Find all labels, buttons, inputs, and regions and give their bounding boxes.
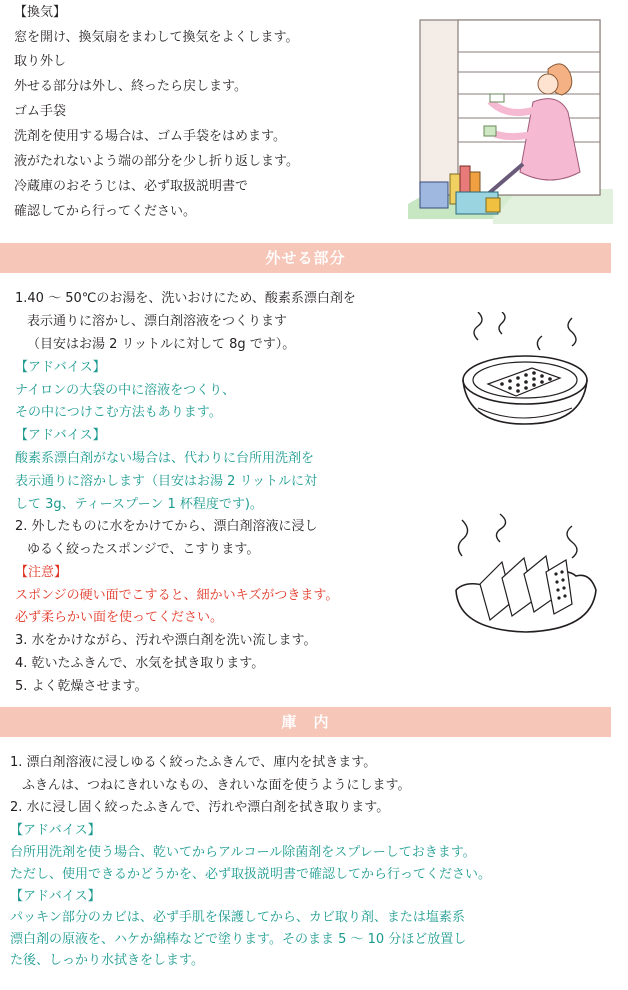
gloves-text-2: 液がたれないよう端の部分を少し折り返します。 [14,154,299,169]
section-title-removable: 外せる部分 [0,243,611,273]
removable-advice2-c: して 3g、ティースプーン 1 杯程度です)。 [15,497,263,512]
interior-advice2-a: パッキン部分のカビは、必ず手肌を保護してから、カビ取り剤、または塩素系 [10,910,465,925]
removable-step2-a: 2. 外したものに水をかけてから、漂白剤溶液に浸し [15,519,318,534]
removable-step4: 4. 乾いたふきんで、水気を拭き取ります。 [15,656,265,671]
removable-advice2-label: 【アドバイス】 [15,428,106,443]
interior-step1-b: ふきんは、つねにきれいなもの、きれいな面を使うようにします。 [22,778,411,793]
ventilation-text: 窓を開け、換気扇をまわして換気をよくします。 [14,30,299,45]
removable-step3: 3. 水をかけながら、汚れや漂白剤を洗い流します。 [15,633,317,648]
removable-advice1-a: ナイロンの大袋の中に溶液をつくり、 [15,383,236,398]
interior-advice1-label: 【アドバイス】 [10,823,101,838]
removable-advice2-b: 表示通りに溶かします（目安はお湯 2 リットルに対 [15,474,318,489]
interior-advice1-b: ただし、使用できるかどうかを、必ず取扱説明書で確認してから行ってください。 [10,867,492,882]
caution-label: 【注意】 [15,565,68,580]
removable-advice1-label: 【アドバイス】 [15,360,106,375]
interior-step1-a: 1. 漂白剤溶液に浸しゆるく絞ったふきんで、庫内を拭きます。 [10,755,377,770]
soaking-shelves-illustration [450,512,600,642]
removable-step1-c: （目安はお湯 2 リットルに対して 8g です）。 [27,337,296,352]
removable-step2-b: ゆるく絞ったスポンジで、こすります。 [27,542,260,557]
gloves-text-1: 洗剤を使用する場合は、ゴム手袋をはめます。 [14,129,286,144]
remove-text: 外せる部分は外し、終ったら戻します。 [14,79,247,94]
removable-advice2-a: 酸素系漂白剤がない場合は、代わりに台所用洗剤を [15,451,315,466]
removable-step1-b: 表示通りに溶かし、漂白剤溶液をつくります [27,314,288,329]
removable-step5: 5. よく乾燥させます。 [15,679,148,694]
interior-advice2-b: 漂白剤の原液を、ハケか綿棒などで塗ります。そのまま 5 ～ 10 分ほど放置し [10,932,467,947]
interior-step2: 2. 水に浸し固く絞ったふきんで、汚れや漂白剤を拭き取ります。 [10,800,390,815]
caution-text-b: 必ず柔らかい面を使ってください。 [15,610,224,625]
interior-advice1-a: 台所用洗剤を使う場合、乾いてからアルコール除菌剤をスプレーしておきます。 [10,845,476,860]
steaming-basin-illustration [460,312,590,437]
section-title-interior: 庫 内 [0,707,611,737]
removable-advice1-b: その中につけこむ方法もあります。 [15,405,222,420]
interior-advice2-c: た後、しっかり水拭きをします。 [10,953,204,968]
refrigerator-cleaning-illustration [398,14,613,229]
removable-step1-a: 1.40 ～ 50℃のお湯を、洗いおけにため、酸素系漂白剤を [15,291,356,306]
caution-text-a: スポンジの硬い面でこすると、細かいキズがつきます。 [15,588,339,603]
manual-note-1: 冷蔵庫のおそうじは、必ず取扱説明書で [14,179,249,194]
ventilation-heading: 【換気】 [14,5,67,20]
remove-label: 取り外し [14,54,67,69]
gloves-label: ゴム手袋 [14,104,67,119]
interior-advice2-label: 【アドバイス】 [10,889,101,904]
manual-note-2: 確認してから行ってください。 [14,204,197,219]
